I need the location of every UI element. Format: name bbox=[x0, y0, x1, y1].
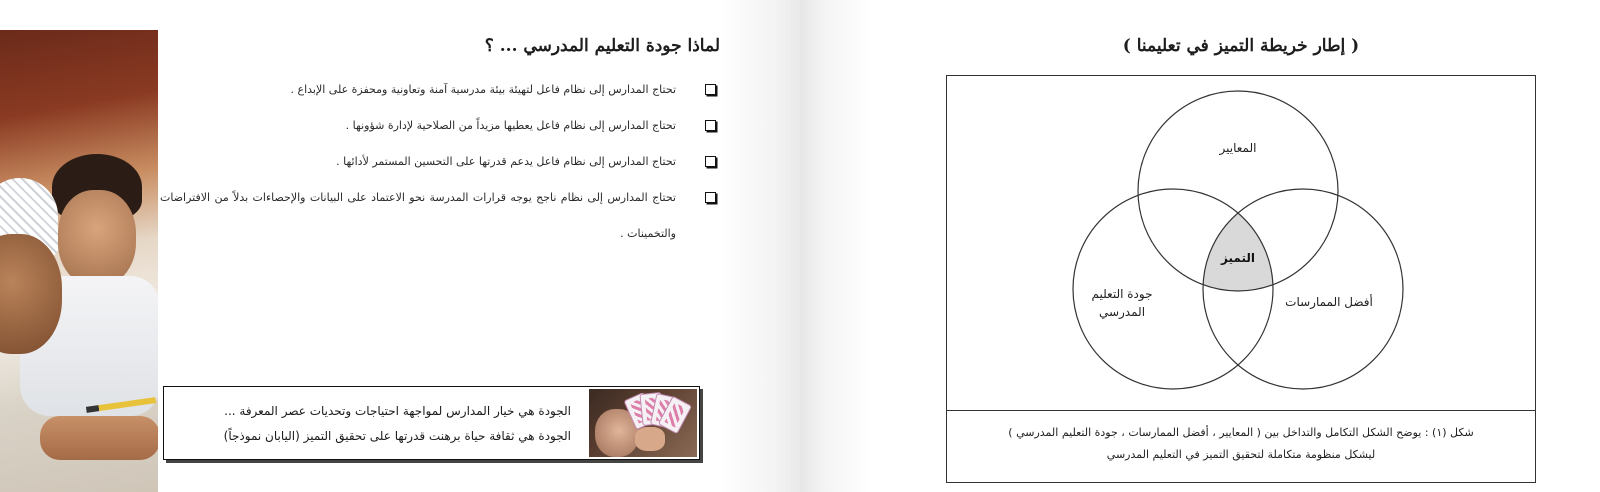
reasons-list bbox=[160, 72, 720, 252]
label-standards: المعايير bbox=[1219, 141, 1257, 155]
label-school-quality-line1: جودة التعليم bbox=[1091, 287, 1153, 301]
list-item-text: تحتاج المدارس إلى نظام فاعل يعطيها مزيداً من الصلاحية لإدارة شؤونها . bbox=[345, 119, 676, 132]
quote-box bbox=[163, 386, 700, 460]
center-intersection bbox=[1203, 189, 1403, 389]
left-page-title: لماذا جودة التعليم المدرسي ... ؟ bbox=[484, 36, 720, 56]
list-item bbox=[160, 72, 720, 108]
quote-line-2: الجودة هي ثقافة حياة برهنت قدرتها على تحقيق التميز (اليابان نموذجاً) bbox=[223, 429, 571, 443]
list-item bbox=[160, 108, 720, 144]
checkbox-icon bbox=[705, 84, 716, 95]
list-item-text: تحتاج المدارس إلى نظام فاعل يدعم قدرتها على التحسين المستمر لأدائها . bbox=[336, 155, 676, 168]
students-photo bbox=[0, 30, 158, 492]
venn-diagram-frame bbox=[946, 75, 1536, 483]
cards-photo bbox=[589, 389, 697, 457]
label-excellence: التميز bbox=[1221, 251, 1255, 265]
list-item-text: تحتاج المدارس إلى نظام ناجح يوجه قرارات المدرسة نحو الاعتماد على البيانات والإحصاءات بدلاً من الافتراضات والتخمينات . bbox=[160, 191, 676, 240]
caption-line-1: شكل (١) : يوضح الشكل التكامل والتداخل بين ( المعايير ، أفضل الممارسات ، جودة التعليم المدرسي ) bbox=[1008, 426, 1474, 439]
list-item bbox=[160, 180, 720, 252]
quote-text bbox=[171, 399, 571, 449]
checkbox-icon bbox=[705, 120, 716, 131]
label-best-practices: أفضل الممارسات bbox=[1285, 295, 1373, 309]
quote-line-1: الجودة هي خيار المدارس لمواجهة احتياجات وتحديات عصر المعرفة ... bbox=[224, 404, 571, 418]
venn-diagram bbox=[947, 76, 1535, 410]
figure-caption bbox=[947, 410, 1535, 482]
checkbox-icon bbox=[705, 192, 716, 203]
label-school-quality-line2: المدرسي bbox=[1098, 305, 1146, 319]
caption-line-2: ليشكل منظومة متكاملة لتحقيق التميز في التعليم المدرسي bbox=[1106, 448, 1376, 461]
list-item bbox=[160, 144, 720, 180]
right-page-title: ( إطار خريطة التميز في تعليمنا ) bbox=[1122, 36, 1360, 56]
checkbox-icon bbox=[705, 156, 716, 167]
list-item-text: تحتاج المدارس إلى نظام فاعل لتهيئة بيئة مدرسية آمنة وتعاونية ومحفزة على الإبداع . bbox=[290, 83, 676, 96]
